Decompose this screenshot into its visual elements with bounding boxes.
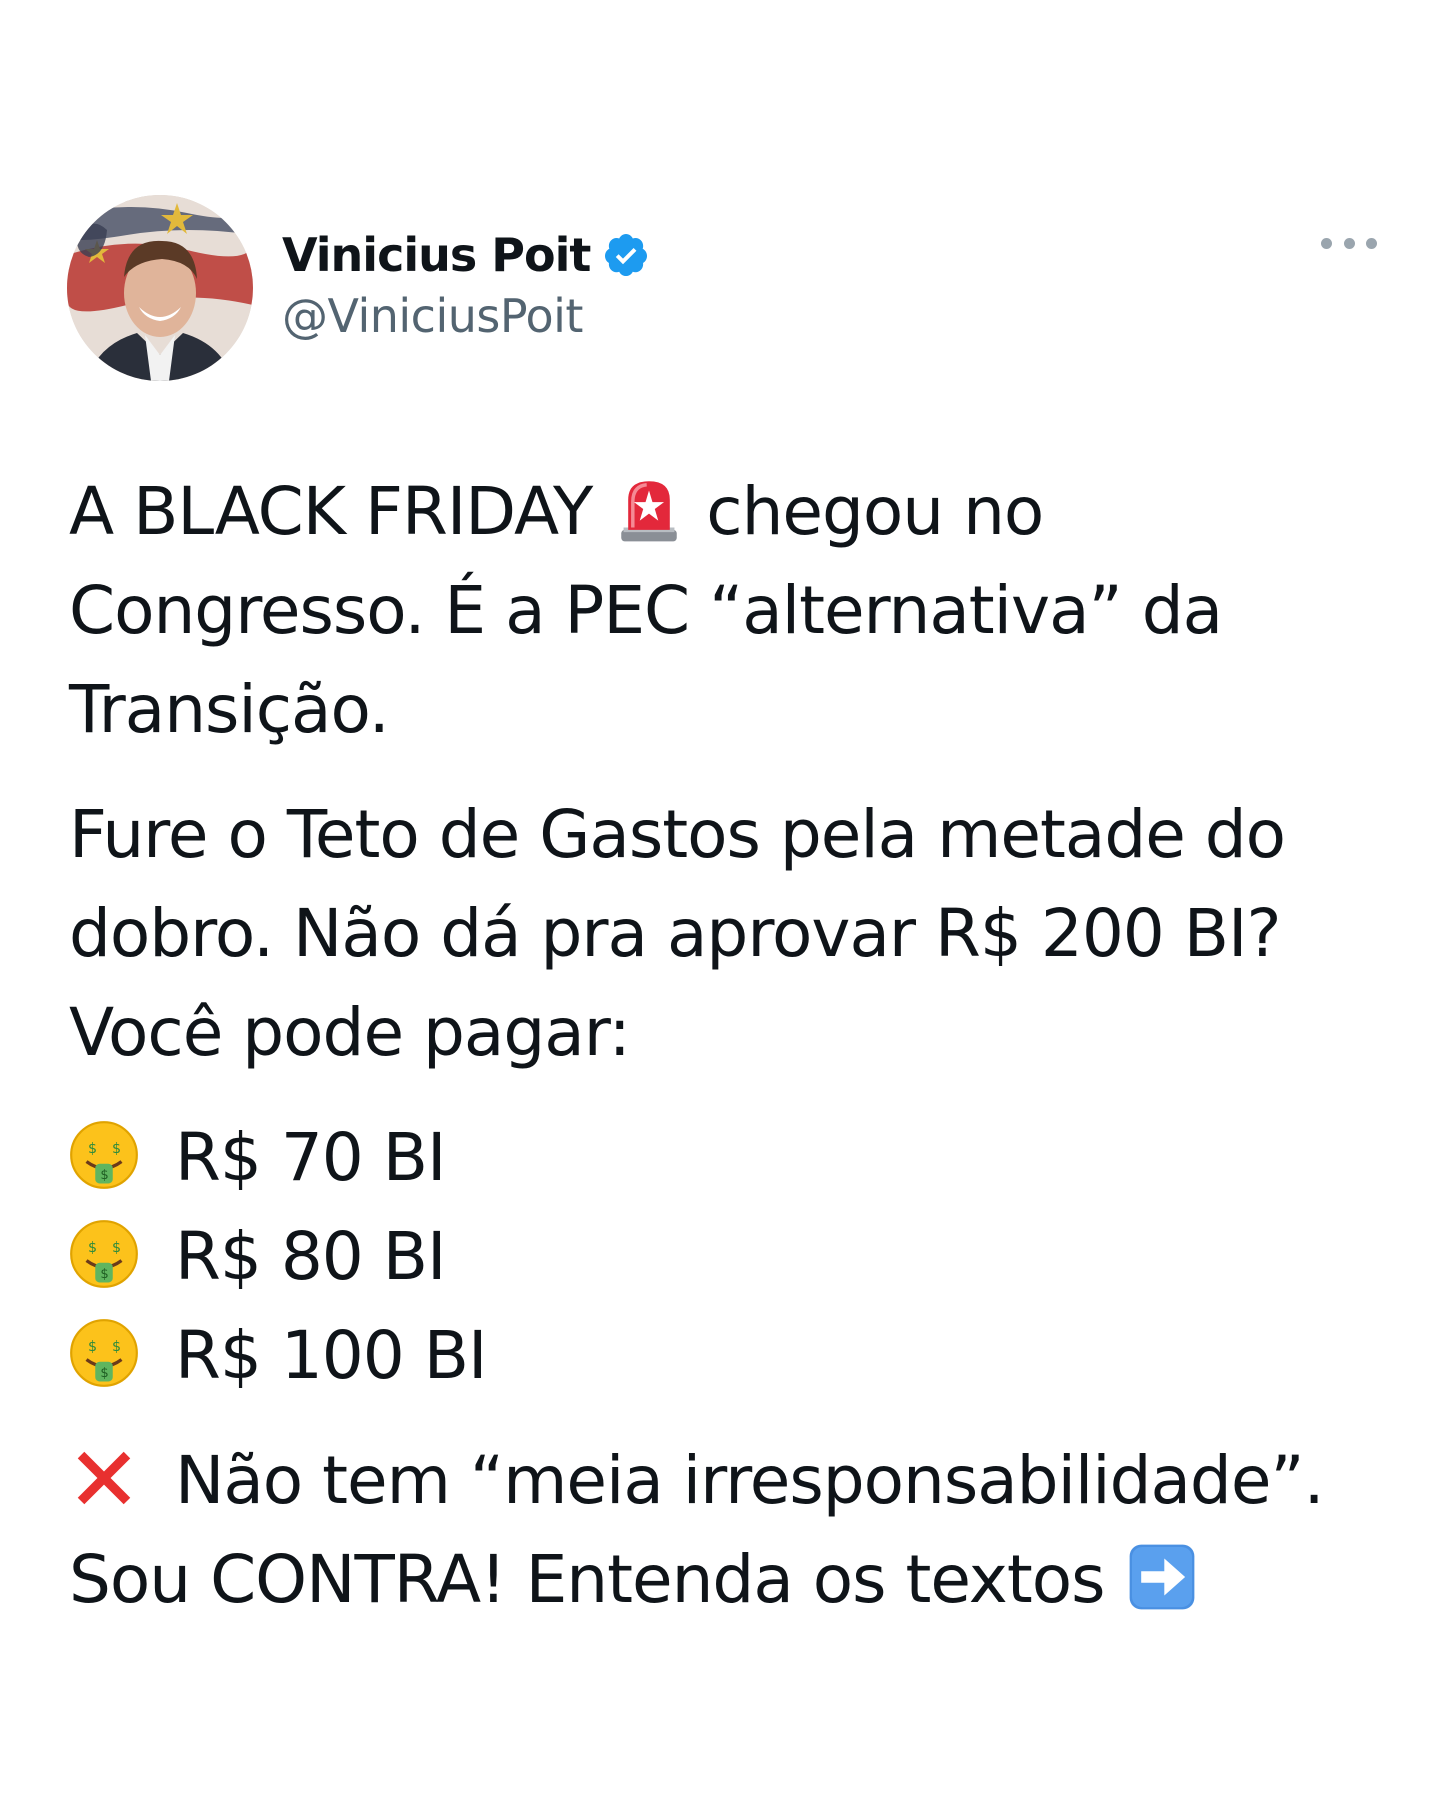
text-segment: Não tem “meia irresponsabilidade”. bbox=[174, 1442, 1324, 1519]
svg-text:$: $ bbox=[100, 1267, 108, 1283]
text-line bbox=[69, 1431, 1389, 1530]
paragraph-2 bbox=[69, 785, 1389, 1082]
text-segment: A BLACK FRIDAY bbox=[69, 473, 593, 550]
text-line bbox=[69, 1530, 1389, 1629]
text-line bbox=[69, 462, 1389, 561]
avatar-image bbox=[67, 195, 253, 381]
tweet-text bbox=[69, 462, 1389, 1629]
cross-mark-icon bbox=[69, 1443, 139, 1513]
text-line: Fure o Teto de Gastos pela metade do bbox=[69, 796, 1286, 873]
author-handle[interactable]: @ViniciusPoit bbox=[282, 289, 583, 343]
text-line: Você pode pagar: bbox=[69, 994, 630, 1071]
more-dot bbox=[1366, 238, 1377, 249]
name-row bbox=[282, 225, 650, 285]
option-text: R$ 70 BI bbox=[174, 1119, 446, 1196]
paragraph-gap bbox=[69, 759, 1389, 785]
author-block bbox=[282, 225, 650, 343]
paragraph-4 bbox=[69, 1431, 1389, 1629]
text-line: Congresso. É a PEC “alternativa” da bbox=[69, 572, 1223, 649]
option-text: R$ 80 BI bbox=[174, 1218, 446, 1295]
svg-text:$: $ bbox=[112, 1239, 121, 1256]
paragraph-gap bbox=[69, 1082, 1389, 1108]
author-display-name[interactable]: Vinicius Poit bbox=[282, 228, 591, 282]
more-dot bbox=[1344, 238, 1355, 249]
text-line: Transição. bbox=[69, 671, 389, 748]
text-segment: Sou CONTRA! Entenda os textos bbox=[69, 1541, 1105, 1618]
svg-text:$: $ bbox=[112, 1338, 121, 1355]
text-segment: chegou no bbox=[706, 473, 1044, 550]
option-item bbox=[69, 1306, 1389, 1405]
verified-badge-icon bbox=[602, 231, 650, 279]
police-car-light-icon bbox=[612, 472, 686, 546]
avatar[interactable] bbox=[67, 195, 253, 381]
paragraph-1 bbox=[69, 462, 1389, 759]
options-list bbox=[69, 1108, 1389, 1405]
option-item bbox=[69, 1207, 1389, 1306]
svg-text:$: $ bbox=[112, 1140, 121, 1157]
svg-text:$: $ bbox=[100, 1168, 108, 1184]
paragraph-gap bbox=[69, 1405, 1389, 1431]
money-mouth-face-icon bbox=[69, 1219, 139, 1289]
option-item bbox=[69, 1108, 1389, 1207]
svg-text:$: $ bbox=[87, 1338, 96, 1355]
text-line: dobro. Não dá pra aprovar R$ 200 BI? bbox=[69, 895, 1281, 972]
right-arrow-icon bbox=[1125, 1540, 1199, 1614]
svg-text:$: $ bbox=[87, 1140, 96, 1157]
more-options-icon[interactable] bbox=[1321, 233, 1377, 253]
more-dot bbox=[1321, 238, 1332, 249]
svg-text:$: $ bbox=[87, 1239, 96, 1256]
tweet-header bbox=[67, 195, 1377, 381]
svg-text:$: $ bbox=[100, 1366, 108, 1382]
money-mouth-face-icon bbox=[69, 1318, 139, 1388]
money-mouth-face-icon bbox=[69, 1120, 139, 1190]
option-text: R$ 100 BI bbox=[174, 1317, 487, 1394]
